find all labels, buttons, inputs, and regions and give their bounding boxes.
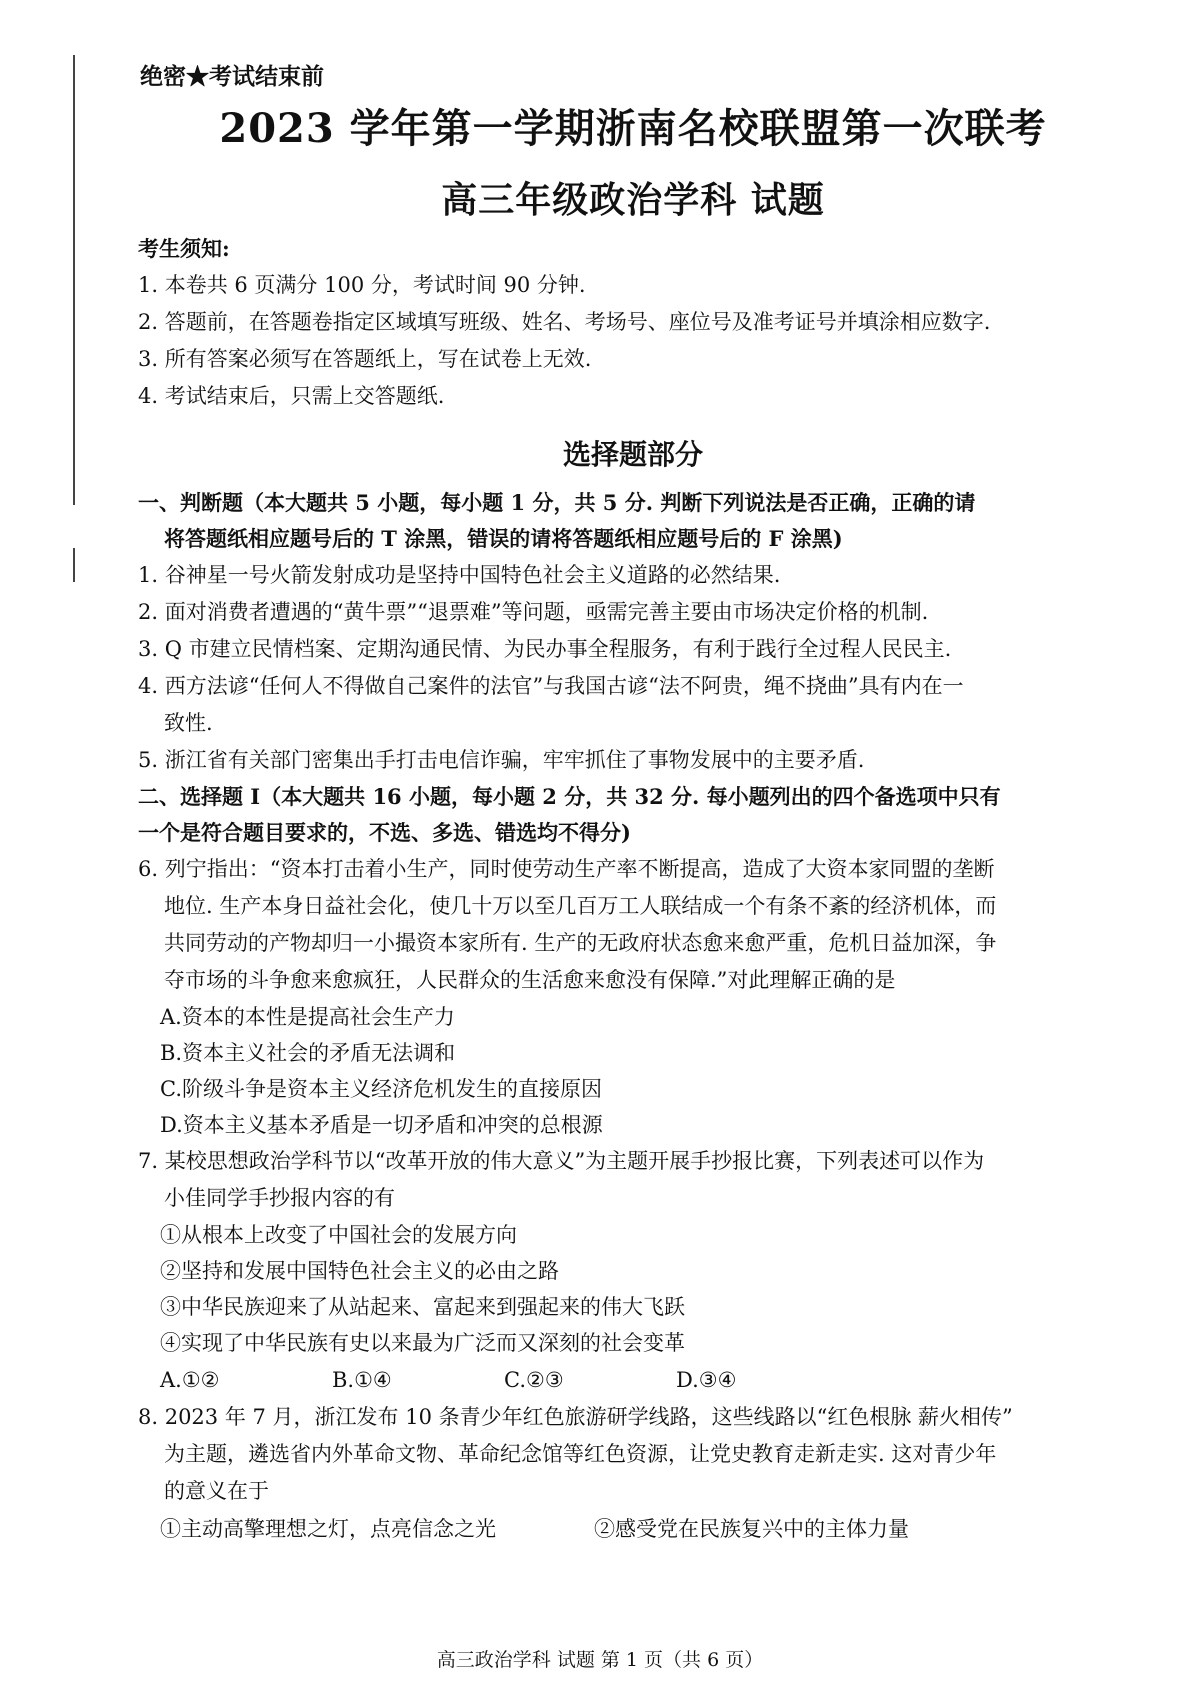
question-4: 4. 西方法谚“任何人不得做自己案件的法官”与我国古谚“法不阿贵，绳不挠曲”具有内在一 bbox=[138, 674, 964, 698]
part2-multiple-choice bbox=[138, 779, 1128, 1548]
question-7 bbox=[138, 1143, 1128, 1399]
question-1: 1. 谷神星一号火箭发射成功是坚持中国特色社会主义道路的必然结果. bbox=[138, 563, 781, 587]
choice-row bbox=[138, 1361, 1128, 1399]
binding-margin-line bbox=[73, 55, 75, 505]
statement-2: ②坚持和发展中国特色社会主义的必由之路 bbox=[160, 1259, 559, 1283]
option-b: B.资本主义社会的矛盾无法调和 bbox=[160, 1041, 456, 1065]
part1-true-false bbox=[138, 485, 1128, 779]
binding-margin-mark bbox=[73, 548, 75, 582]
statement-2: ②感受党在民族复兴中的主体力量 bbox=[594, 1517, 909, 1541]
question-6-text: 6. 列宁指出：“资本打击着小生产，同时使劳动生产率不断提高，造成了大资本家同盟的垄断 bbox=[138, 857, 995, 881]
question-3: 3. Q 市建立民情档案、定期沟通民情、为民办事全程服务，有利于践行全过程人民民主. bbox=[138, 637, 952, 661]
part2-heading: 二、选择题 I（本大题共 16 小题，每小题 2 分，共 32 分. 每小题列出的四个备选项中只有 bbox=[138, 784, 1001, 809]
part1-heading-cont: 将答题纸相应题号后的 T 涂黑，错误的请将答题纸相应题号后的 F 涂黑) bbox=[164, 526, 843, 551]
question-8 bbox=[138, 1399, 1128, 1548]
question-8-text: 为主题，遴选省内外革命文物、革命纪念馆等红色资源，让党史教育走新走实. 这对青少年 bbox=[164, 1442, 997, 1466]
candidate-notice bbox=[138, 233, 1128, 415]
statement-1: ①从根本上改变了中国社会的发展方向 bbox=[160, 1223, 517, 1247]
question-8-text: 的意义在于 bbox=[164, 1479, 269, 1503]
confidential-label: 绝密★考试结束前 bbox=[140, 63, 324, 90]
statement-row bbox=[138, 1510, 1128, 1548]
section-title: 选择题部分 bbox=[562, 438, 703, 471]
option-c: C.阶级斗争是资本主义经济危机发生的直接原因 bbox=[160, 1077, 602, 1101]
question-6-text: 地位. 生产本身日益社会化，使几十万以至几百万工人联结成一个有条不紊的经济机体，而 bbox=[164, 894, 997, 918]
question-4-cont: 致性. bbox=[164, 711, 213, 735]
question-8-text: 8. 2023 年 7 月，浙江发布 10 条青少年红色旅游研学线路，这些线路以“红色根脉 薪火相传” bbox=[138, 1405, 1013, 1429]
choice-a: A.①② bbox=[160, 1368, 220, 1392]
question-5: 5. 浙江省有关部门密集出手打击电信诈骗，牢牢抓住了事物发展中的主要矛盾. bbox=[138, 748, 865, 772]
question-2: 2. 面对消费者遭遇的“黄牛票”“退票难”等问题，亟需完善主要由市场决定价格的机制. bbox=[138, 600, 929, 624]
question-7-text: 小佳同学手抄报内容的有 bbox=[164, 1186, 395, 1210]
notice-item: 3. 所有答案必须写在答题纸上，写在试卷上无效. bbox=[138, 347, 592, 371]
question-6 bbox=[138, 851, 1128, 1143]
notice-item: 4. 考试结束后，只需上交答题纸. bbox=[138, 384, 445, 408]
exam-subtitle: 高三年级政治学科 试题 bbox=[441, 179, 825, 221]
page-footer: 高三政治学科 试题 第 1 页（共 6 页） bbox=[436, 1649, 764, 1671]
choice-b: B.①④ bbox=[332, 1368, 392, 1392]
part2-heading-cont: 一个是符合题目要求的，不选、多选、错选均不得分) bbox=[138, 820, 631, 845]
part1-heading: 一、判断题（本大题共 5 小题，每小题 1 分，共 5 分. 判断下列说法是否正确，正确的请 bbox=[138, 490, 976, 515]
choice-c: C.②③ bbox=[504, 1368, 564, 1392]
statement-3: ③中华民族迎来了从站起来、富起来到强起来的伟大飞跃 bbox=[160, 1295, 685, 1319]
question-6-text: 夺市场的斗争愈来愈疯狂，人民群众的生活愈来愈没有保障.”对此理解正确的是 bbox=[164, 968, 896, 992]
notice-heading: 考生须知: bbox=[138, 236, 230, 261]
notice-item: 1. 本卷共 6 页满分 100 分，考试时间 90 分钟. bbox=[138, 273, 586, 297]
statement-4: ④实现了中华民族有史以来最为广泛而又深刻的社会变革 bbox=[160, 1331, 685, 1355]
question-6-text: 共同劳动的产物却归一小撮资本家所有. 生产的无政府状态愈来愈严重，危机日益加深，争 bbox=[164, 931, 997, 955]
question-7-text: 7. 某校思想政治学科节以“改革开放的伟大意义”为主题开展手抄报比赛，下列表述可以作为 bbox=[138, 1149, 985, 1173]
option-d: D.资本主义基本矛盾是一切矛盾和冲突的总根源 bbox=[160, 1113, 603, 1137]
exam-page bbox=[138, 58, 1128, 1548]
option-a: A.资本的本性是提高社会生产力 bbox=[160, 1005, 455, 1029]
choice-d: D.③④ bbox=[676, 1368, 737, 1392]
exam-title: 2023 学年第一学期浙南名校联盟第一次联考 bbox=[219, 105, 1047, 152]
notice-item: 2. 答题前，在答题卷指定区域填写班级、姓名、考场号、座位号及准考证号并填涂相应数字. bbox=[138, 310, 991, 334]
statement-1: ①主动高擎理想之灯，点亮信念之光 bbox=[160, 1517, 496, 1541]
